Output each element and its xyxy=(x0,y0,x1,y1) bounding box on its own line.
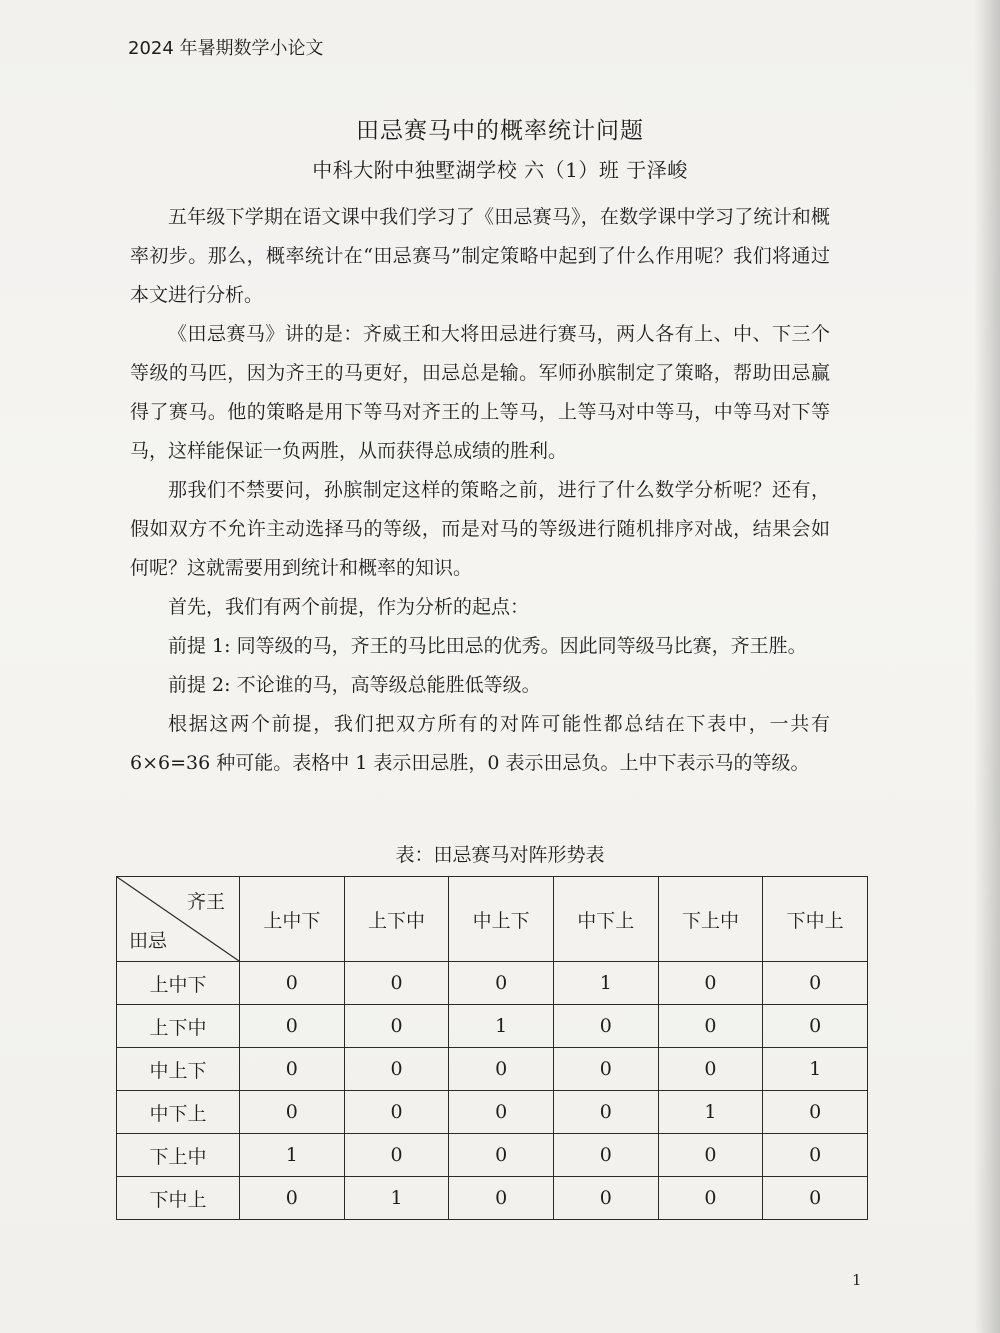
row-header: 下中上 xyxy=(117,1177,240,1220)
table-cell: 0 xyxy=(240,962,345,1005)
table-cell: 0 xyxy=(553,1091,658,1134)
row-header: 下上中 xyxy=(117,1134,240,1177)
table-cell: 0 xyxy=(658,1048,763,1091)
table-cell: 0 xyxy=(449,1134,554,1177)
column-header: 上下中 xyxy=(344,877,449,962)
row-header: 中上下 xyxy=(117,1048,240,1091)
column-header: 下中上 xyxy=(763,877,868,962)
table-row xyxy=(117,1005,868,1048)
body-text xyxy=(130,198,830,783)
table-row xyxy=(117,1134,868,1177)
table-cell: 0 xyxy=(344,1091,449,1134)
table-cell: 0 xyxy=(449,1177,554,1220)
table-cell: 0 xyxy=(240,1177,345,1220)
column-header: 上中下 xyxy=(240,877,345,962)
table-cell: 1 xyxy=(449,1005,554,1048)
table-cell: 0 xyxy=(344,1005,449,1048)
table-cell: 0 xyxy=(658,1005,763,1048)
column-header: 中下上 xyxy=(553,877,658,962)
paragraph: 《田忌赛马》讲的是：齐威王和大将田忌进行赛马，两人各有上、中、下三个等级的马匹，因为齐王的马更好，田忌总是输。军师孙膑制定了策略，帮助田忌赢得了赛马。他的策略是用下等马对齐王的上等马，上等马对中等马，中等马对下等马，这样能保证一负两胜，从而获得总成绩的胜利。 xyxy=(130,323,830,462)
table-cell: 0 xyxy=(449,962,554,1005)
paragraph: 五年级下学期在语文课中我们学习了《田忌赛马》，在数学课中学习了统计和概率初步。那么，概率统计在“田忌赛马”制定策略中起到了什么作用呢？我们将通过本文进行分析。 xyxy=(130,206,830,306)
premise-2: 前提 2: 不论谁的马，高等级总能胜低等级。 xyxy=(168,674,541,696)
table-cell: 1 xyxy=(553,962,658,1005)
table-cell: 0 xyxy=(553,1005,658,1048)
table-cell: 1 xyxy=(240,1134,345,1177)
table-cell: 0 xyxy=(763,1134,868,1177)
page-number: 1 xyxy=(852,1271,862,1289)
table-cell: 0 xyxy=(763,962,868,1005)
table-row xyxy=(117,1048,868,1091)
paper-title: 田忌赛马中的概率统计问题 xyxy=(356,118,644,144)
table-cell: 0 xyxy=(344,1134,449,1177)
author-line: 中科大附中独墅湖学校 六（1）班 于泽峻 xyxy=(312,158,688,182)
table-cell: 0 xyxy=(658,1177,763,1220)
row-header: 中下上 xyxy=(117,1091,240,1134)
table-header-row xyxy=(117,877,868,962)
table-cell: 0 xyxy=(553,1134,658,1177)
table-cell: 0 xyxy=(658,1134,763,1177)
table-cell: 0 xyxy=(553,1177,658,1220)
matchup-table xyxy=(116,876,868,1220)
table-cell: 0 xyxy=(344,962,449,1005)
table-cell: 0 xyxy=(763,1005,868,1048)
table-cell: 0 xyxy=(240,1005,345,1048)
table-row xyxy=(117,962,868,1005)
paragraph: 那我们不禁要问，孙膑制定这样的策略之前，进行了什么数学分析呢？还有，假如双方不允许主动选择马的等级，而是对马的等级进行随机排序对战，结果会如何呢？这就需要用到统计和概率的知识。 xyxy=(130,479,830,579)
table-cell: 1 xyxy=(658,1091,763,1134)
document-header: 2024 年暑期数学小论文 xyxy=(128,38,324,59)
table-cell: 0 xyxy=(449,1048,554,1091)
table-cell: 1 xyxy=(763,1048,868,1091)
table-cell: 0 xyxy=(553,1048,658,1091)
premise-1: 前提 1: 同等级的马，齐王的马比田忌的优秀。因此同等级马比赛，齐王胜。 xyxy=(168,635,807,657)
corner-label-tianji: 田忌 xyxy=(129,930,168,952)
table-row xyxy=(117,1091,868,1134)
column-header: 下上中 xyxy=(658,877,763,962)
table-cell: 0 xyxy=(449,1091,554,1134)
table-cell: 0 xyxy=(344,1048,449,1091)
table-cell: 0 xyxy=(240,1091,345,1134)
table-cell: 0 xyxy=(763,1177,868,1220)
corner-label-king: 齐王 xyxy=(186,891,225,913)
table-cell: 0 xyxy=(658,962,763,1005)
table-cell: 0 xyxy=(240,1048,345,1091)
paragraph: 首先，我们有两个前提，作为分析的起点： xyxy=(168,596,530,618)
paragraph: 根据这两个前提，我们把双方所有的对阵可能性都总结在下表中，一共有 6×6=36 种可能。表格中 1 表示田忌胜，0 表示田忌负。上中下表示马的等级。 xyxy=(130,713,830,774)
row-header: 上下中 xyxy=(117,1005,240,1048)
table-cell: 1 xyxy=(344,1177,449,1220)
page-edge-shadow xyxy=(974,0,1000,1333)
table-row xyxy=(117,1177,868,1220)
corner-cell xyxy=(117,877,240,962)
column-header: 中上下 xyxy=(449,877,554,962)
table-cell: 0 xyxy=(763,1091,868,1134)
table-caption: 表：田忌赛马对阵形势表 xyxy=(395,844,605,866)
row-header: 上中下 xyxy=(117,962,240,1005)
